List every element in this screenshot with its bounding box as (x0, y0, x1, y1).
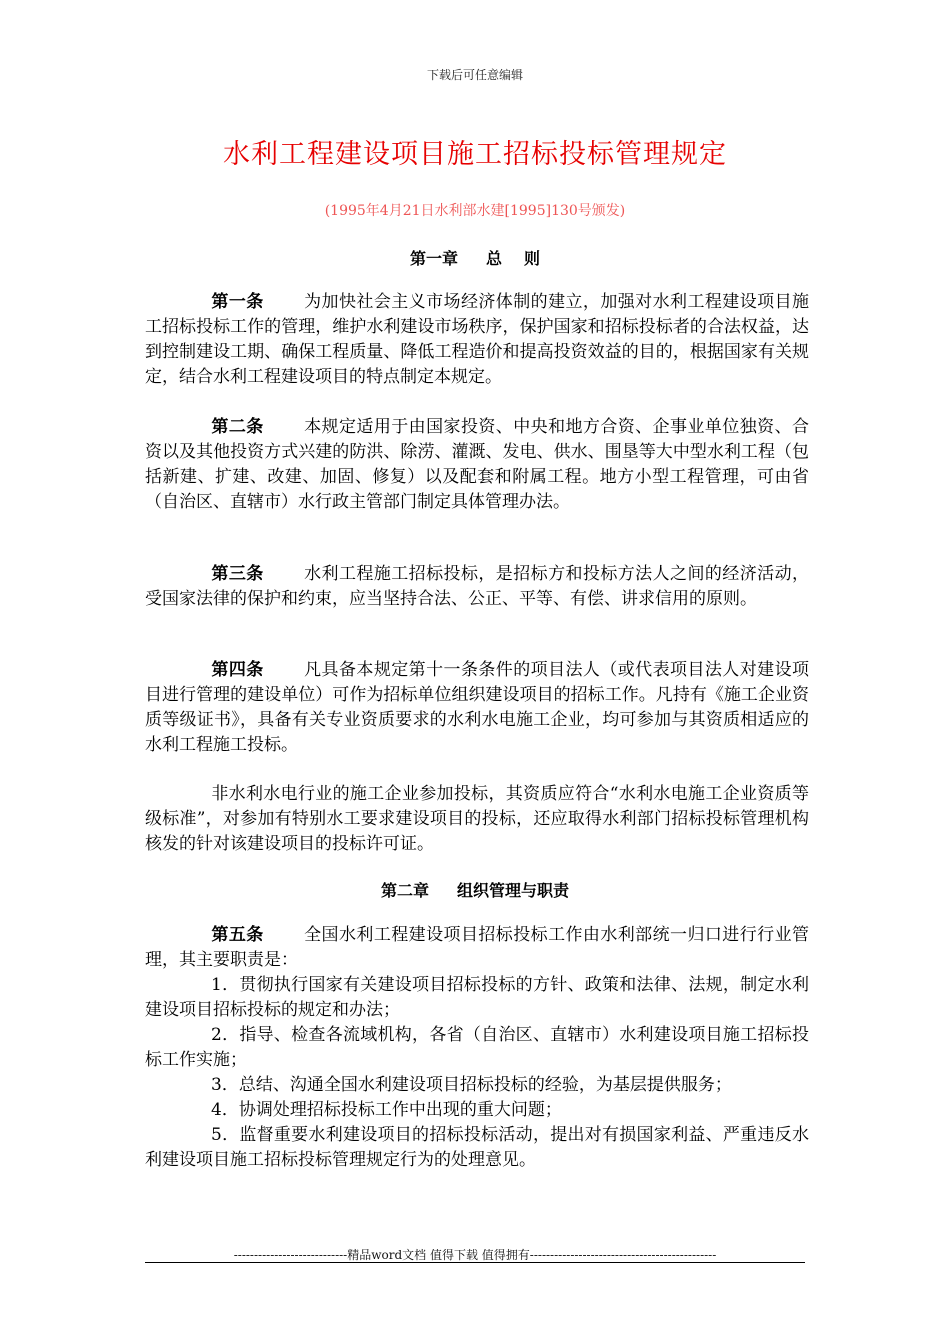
article-5-item (145, 1023, 809, 1073)
article-5-item-2-text: 2．指导、检查各流域机构，各省（自治区、直辖市）水利建设项目施工招标投标工作实施； (145, 1025, 809, 1070)
article-3 (145, 562, 809, 612)
article-5-item (145, 1098, 809, 1123)
article-3-label: 第三条 (211, 564, 264, 584)
article-4-label: 第四条 (211, 660, 264, 680)
article-1-label: 第一条 (211, 292, 264, 312)
article-5-item-1-text: 1．贯彻执行国家有关建设项目招标投标的方针、政策和法律、法规，制定水利建设项目招标投标的规定和办法； (145, 975, 809, 1020)
chapter-1-name-a: 总 (485, 249, 502, 268)
chapter-1-number: 第一章 (409, 249, 458, 268)
article-2-text: 本规定适用于由国家投资、中央和地方合资、企事业单位独资、合资以及其他投资方式兴建的防洪、除涝、灌溉、发电、供水、围垦等大中型水利工程（包括新建、扩建、改建、加固、修复）以及配套和附属工程。地方小型工程管理，可由省（自治区、直辖市）水行政主管部门制定具体管理办法。 (145, 417, 810, 512)
article-1 (145, 290, 809, 390)
article-5 (145, 923, 809, 973)
article-5-label: 第五条 (211, 925, 264, 945)
article-5-item-4-text: 4．协调处理招标投标工作中出现的重大问题； (211, 1100, 562, 1120)
article-2-label: 第二条 (211, 417, 264, 437)
article-3-text: 水利工程施工招标投标，是招标方和投标方法人之间的经济活动，受国家法律的保护和约束，应当坚持合法、公正、平等、有偿、讲求信用的原则。 (145, 564, 810, 609)
article-4-paragraph-2-text: 非水利水电行业的施工企业参加投标，其资质应符合“水利水电施工企业资质等级标准”，对参加有特别水工要求建设项目的投标，还应取得水利部门招标投标管理机构核发的针对该建设项目的投标许可证。 (145, 784, 809, 854)
footer-divider (145, 1262, 805, 1263)
article-5-item (145, 973, 809, 1023)
chapter-2-number: 第二章 (380, 881, 429, 900)
article-5-item (145, 1123, 809, 1173)
document-subtitle: (1995年4月21日水利部水建[1995]130号颁发) (324, 203, 626, 219)
chapter-1-heading (0, 246, 950, 269)
article-1-text: 为加快社会主义市场经济体制的建立，加强对水利工程建设项目施工招标投标工作的管理，维护水利建设市场秩序，保护国家和招标投标者的合法权益，达到控制建设工期、确保工程质量、降低工程造价和提高投资效益的目的，根据国家有关规定，结合水利工程建设项目的特点制定本规定。 (145, 292, 810, 387)
footer-note: ----------------------------精品word文档 值得下载 值得拥有---------------------------------------------- (233, 1248, 717, 1262)
article-5-item-5-text: 5．监督重要水利建设项目的招标投标活动，提出对有损国家利益、严重违反水利建设项目施工招标投标管理规定行为的处理意见。 (145, 1125, 809, 1170)
article-2 (145, 415, 809, 515)
article-5-item (145, 1073, 809, 1098)
article-4 (145, 658, 809, 758)
article-5-text: 全国水利工程建设项目招标投标工作由水利部统一归口进行行业管理，其主要职责是： (145, 925, 810, 970)
chapter-2-heading (0, 878, 950, 901)
document-title: 水利工程建设项目施工招标投标管理规定 (223, 139, 727, 170)
article-5-item-3-text: 3．总结、沟通全国水利建设项目招标投标的经验，为基层提供服务； (211, 1075, 732, 1095)
article-4-paragraph-2 (145, 782, 809, 857)
header-note: 下载后可任意编辑 (426, 68, 523, 82)
chapter-2-name: 组织管理与职责 (457, 881, 570, 900)
chapter-1-name-b: 则 (524, 249, 541, 268)
article-4-text: 凡具备本规定第十一条条件的项目法人（或代表项目法人对建设项目进行管理的建设单位）可作为招标单位组织建设项目的招标工作。凡持有《施工企业资质等级证书》，具备有关专业资质要求的水利水电施工企业，均可参加与其资质相适应的水利工程施工投标。 (145, 660, 810, 755)
